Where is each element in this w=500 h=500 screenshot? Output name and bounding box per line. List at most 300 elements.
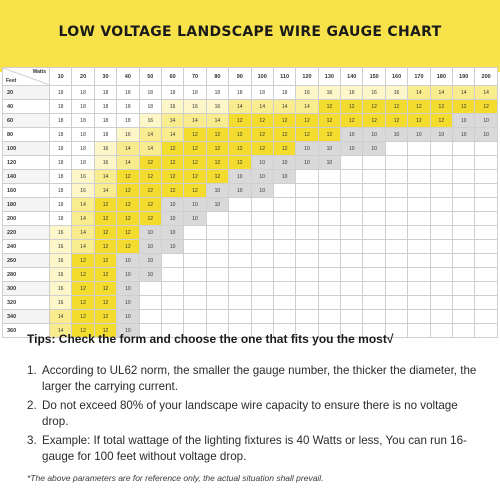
gauge-cell: 14 xyxy=(161,128,183,142)
gauge-cell: 12 xyxy=(475,100,497,114)
empty-cell xyxy=(408,156,430,170)
gauge-cell: 14 xyxy=(161,114,183,128)
empty-cell xyxy=(341,282,363,296)
empty-cell xyxy=(341,268,363,282)
empty-cell xyxy=(430,324,452,338)
gauge-cell: 16 xyxy=(94,156,116,170)
gauge-cell: 18 xyxy=(50,128,72,142)
gauge-cell: 12 xyxy=(229,156,251,170)
gauge-cell: 12 xyxy=(363,100,385,114)
empty-cell xyxy=(273,240,295,254)
gauge-cell: 16 xyxy=(50,282,72,296)
gauge-cell: 18 xyxy=(184,86,206,100)
empty-cell xyxy=(341,226,363,240)
empty-cell xyxy=(341,310,363,324)
empty-cell xyxy=(273,212,295,226)
empty-cell xyxy=(296,184,318,198)
empty-cell xyxy=(251,198,273,212)
gauge-cell: 14 xyxy=(139,128,161,142)
empty-cell xyxy=(408,254,430,268)
feet-axis-label: Feet xyxy=(6,78,17,84)
gauge-cell: 12 xyxy=(206,156,228,170)
empty-cell xyxy=(430,296,452,310)
gauge-table xyxy=(2,67,498,338)
empty-cell xyxy=(475,310,497,324)
gauge-cell: 12 xyxy=(161,156,183,170)
empty-cell xyxy=(184,268,206,282)
gauge-cell: 12 xyxy=(229,114,251,128)
gauge-cell: 12 xyxy=(206,170,228,184)
column-header-watts-140: 140 xyxy=(341,68,363,86)
gauge-cell: 12 xyxy=(72,268,94,282)
empty-cell xyxy=(430,282,452,296)
gauge-cell: 12 xyxy=(229,142,251,156)
empty-cell xyxy=(475,156,497,170)
gauge-cell: 18 xyxy=(94,100,116,114)
empty-cell xyxy=(475,268,497,282)
empty-cell xyxy=(341,212,363,226)
empty-cell xyxy=(273,268,295,282)
gauge-cell: 12 xyxy=(161,184,183,198)
empty-cell xyxy=(341,254,363,268)
empty-cell xyxy=(475,324,497,338)
column-header-watts-70: 70 xyxy=(184,68,206,86)
gauge-cell: 10 xyxy=(273,156,295,170)
gauge-cell: 10 xyxy=(453,114,475,128)
empty-cell xyxy=(408,142,430,156)
gauge-cell: 12 xyxy=(161,170,183,184)
empty-cell xyxy=(453,296,475,310)
empty-cell xyxy=(453,240,475,254)
gauge-cell: 10 xyxy=(117,296,139,310)
empty-cell xyxy=(296,198,318,212)
empty-cell xyxy=(408,240,430,254)
empty-cell xyxy=(273,226,295,240)
gauge-cell: 16 xyxy=(184,100,206,114)
gauge-cell: 12 xyxy=(94,324,116,338)
table-row xyxy=(3,268,498,282)
table-row xyxy=(3,282,498,296)
gauge-cell: 18 xyxy=(50,156,72,170)
empty-cell xyxy=(430,142,452,156)
empty-cell xyxy=(408,282,430,296)
gauge-cell: 16 xyxy=(318,86,340,100)
gauge-cell: 12 xyxy=(72,310,94,324)
table-row xyxy=(3,100,498,114)
column-header-watts-60: 60 xyxy=(161,68,183,86)
watts-axis-label: Watts xyxy=(32,69,46,75)
gauge-cell: 10 xyxy=(184,198,206,212)
gauge-cell: 12 xyxy=(318,128,340,142)
column-header-watts-100: 100 xyxy=(251,68,273,86)
empty-cell xyxy=(184,282,206,296)
gauge-cell: 12 xyxy=(139,198,161,212)
column-header-watts-160: 160 xyxy=(385,68,407,86)
gauge-cell: 18 xyxy=(94,114,116,128)
tip-text: Example: If total wattage of the lighting fixtures is 40 Watts or less, You can run 16-gauge for 100 feet without voltage drop. xyxy=(42,434,467,463)
gauge-cell: 12 xyxy=(206,128,228,142)
gauge-cell: 12 xyxy=(94,198,116,212)
gauge-cell: 16 xyxy=(341,86,363,100)
disclaimer-note: *The above parameters are for reference only, the actual situation shall prevail. xyxy=(27,473,324,483)
empty-cell xyxy=(453,226,475,240)
empty-cell xyxy=(430,156,452,170)
gauge-cell: 12 xyxy=(94,268,116,282)
empty-cell xyxy=(385,212,407,226)
empty-cell xyxy=(453,254,475,268)
gauge-cell: 10 xyxy=(318,156,340,170)
gauge-cell: 18 xyxy=(72,100,94,114)
gauge-cell: 12 xyxy=(251,128,273,142)
gauge-cell: 18 xyxy=(50,114,72,128)
empty-cell xyxy=(318,254,340,268)
gauge-cell: 16 xyxy=(50,296,72,310)
gauge-cell: 12 xyxy=(251,114,273,128)
empty-cell xyxy=(408,324,430,338)
empty-cell xyxy=(408,170,430,184)
empty-cell xyxy=(453,142,475,156)
gauge-cell: 10 xyxy=(117,324,139,338)
empty-cell xyxy=(475,254,497,268)
empty-cell xyxy=(408,310,430,324)
tip-number: 2. xyxy=(27,399,37,412)
row-header-feet: 260 xyxy=(3,254,50,268)
gauge-cell: 14 xyxy=(72,212,94,226)
empty-cell xyxy=(453,184,475,198)
gauge-cell: 12 xyxy=(229,128,251,142)
column-header-watts-170: 170 xyxy=(408,68,430,86)
empty-cell xyxy=(475,240,497,254)
gauge-cell: 10 xyxy=(453,128,475,142)
gauge-cell: 12 xyxy=(117,170,139,184)
empty-cell xyxy=(475,212,497,226)
row-header-feet: 40 xyxy=(3,100,50,114)
gauge-cell: 14 xyxy=(50,324,72,338)
empty-cell xyxy=(318,310,340,324)
empty-cell xyxy=(341,170,363,184)
gauge-cell: 16 xyxy=(161,100,183,114)
column-header-row xyxy=(3,68,498,86)
gauge-cell: 14 xyxy=(72,240,94,254)
gauge-cell: 14 xyxy=(184,114,206,128)
tip-item xyxy=(27,398,482,430)
empty-cell xyxy=(229,254,251,268)
table-row xyxy=(3,128,498,142)
row-header-feet: 340 xyxy=(3,310,50,324)
gauge-cell: 12 xyxy=(273,128,295,142)
gauge-cell: 12 xyxy=(117,212,139,226)
gauge-cell: 12 xyxy=(72,254,94,268)
empty-cell xyxy=(408,212,430,226)
gauge-cell: 14 xyxy=(430,86,452,100)
tip-item xyxy=(27,433,482,465)
row-header-feet: 240 xyxy=(3,240,50,254)
gauge-cell: 14 xyxy=(206,114,228,128)
table-row xyxy=(3,156,498,170)
column-header-watts-50: 50 xyxy=(139,68,161,86)
gauge-cell: 14 xyxy=(251,100,273,114)
empty-cell xyxy=(385,198,407,212)
empty-cell xyxy=(206,254,228,268)
empty-cell xyxy=(273,282,295,296)
empty-cell xyxy=(161,310,183,324)
gauge-cell: 12 xyxy=(430,114,452,128)
gauge-cell: 18 xyxy=(273,86,295,100)
gauge-cell: 18 xyxy=(117,86,139,100)
gauge-cell: 12 xyxy=(72,324,94,338)
empty-cell xyxy=(273,254,295,268)
empty-cell xyxy=(430,198,452,212)
empty-cell xyxy=(318,184,340,198)
empty-cell xyxy=(363,226,385,240)
gauge-cell: 12 xyxy=(94,310,116,324)
table-row xyxy=(3,184,498,198)
empty-cell xyxy=(341,296,363,310)
gauge-cell: 10 xyxy=(251,156,273,170)
empty-cell xyxy=(318,268,340,282)
gauge-cell: 10 xyxy=(206,184,228,198)
empty-cell xyxy=(453,310,475,324)
gauge-cell: 10 xyxy=(161,212,183,226)
gauge-cell: 12 xyxy=(94,212,116,226)
empty-cell xyxy=(184,240,206,254)
chart-title: LOW VOLTAGE LANDSCAPE WIRE GAUGE CHART xyxy=(58,24,442,40)
empty-cell xyxy=(251,254,273,268)
gauge-cell: 14 xyxy=(273,100,295,114)
empty-cell xyxy=(453,198,475,212)
gauge-cell: 12 xyxy=(453,100,475,114)
gauge-cell: 10 xyxy=(161,240,183,254)
empty-cell xyxy=(363,282,385,296)
row-header-feet: 20 xyxy=(3,86,50,100)
gauge-cell: 10 xyxy=(251,170,273,184)
tips-title: Tips: Check the form and choose the one that fits you the most√ xyxy=(27,332,394,346)
gauge-cell: 12 xyxy=(385,114,407,128)
gauge-cell: 10 xyxy=(139,240,161,254)
gauge-cell: 18 xyxy=(139,86,161,100)
gauge-cell: 14 xyxy=(139,142,161,156)
gauge-cell: 14 xyxy=(72,198,94,212)
gauge-cell: 10 xyxy=(206,198,228,212)
gauge-cell: 10 xyxy=(251,184,273,198)
empty-cell xyxy=(296,240,318,254)
empty-cell xyxy=(251,268,273,282)
table-row xyxy=(3,240,498,254)
column-header-watts-20: 20 xyxy=(72,68,94,86)
gauge-cell: 18 xyxy=(229,86,251,100)
empty-cell xyxy=(475,142,497,156)
empty-cell xyxy=(363,240,385,254)
empty-cell xyxy=(184,226,206,240)
empty-cell xyxy=(161,282,183,296)
gauge-cell: 12 xyxy=(184,142,206,156)
empty-cell xyxy=(318,212,340,226)
empty-cell xyxy=(363,254,385,268)
empty-cell xyxy=(385,254,407,268)
table-corner xyxy=(3,68,50,86)
empty-cell xyxy=(453,282,475,296)
column-header-watts-10: 10 xyxy=(50,68,72,86)
gauge-cell: 14 xyxy=(72,226,94,240)
gauge-cell: 16 xyxy=(50,240,72,254)
tip-text: According to UL62 norm, the smaller the gauge number, the thicker the diameter, the larger the carrying current. xyxy=(42,364,477,393)
empty-cell xyxy=(453,212,475,226)
empty-cell xyxy=(430,184,452,198)
empty-cell xyxy=(229,198,251,212)
row-header-feet: 180 xyxy=(3,198,50,212)
row-header-feet: 120 xyxy=(3,156,50,170)
table-row xyxy=(3,296,498,310)
gauge-cell: 12 xyxy=(72,282,94,296)
gauge-cell: 18 xyxy=(50,170,72,184)
empty-cell xyxy=(408,296,430,310)
gauge-cell: 12 xyxy=(184,156,206,170)
empty-cell xyxy=(408,268,430,282)
empty-cell xyxy=(385,170,407,184)
gauge-cell: 10 xyxy=(229,184,251,198)
empty-cell xyxy=(273,198,295,212)
empty-cell xyxy=(206,226,228,240)
gauge-cell: 12 xyxy=(139,156,161,170)
gauge-cell: 12 xyxy=(206,142,228,156)
gauge-cell: 12 xyxy=(296,114,318,128)
empty-cell xyxy=(318,282,340,296)
gauge-cell: 12 xyxy=(318,100,340,114)
column-header-watts-90: 90 xyxy=(229,68,251,86)
gauge-cell: 12 xyxy=(117,184,139,198)
empty-cell xyxy=(318,170,340,184)
gauge-cell: 12 xyxy=(117,198,139,212)
gauge-cell: 16 xyxy=(139,114,161,128)
empty-cell xyxy=(161,254,183,268)
empty-cell xyxy=(475,198,497,212)
empty-cell xyxy=(363,310,385,324)
gauge-cell: 18 xyxy=(94,128,116,142)
empty-cell xyxy=(184,254,206,268)
empty-cell xyxy=(206,268,228,282)
tip-number: 3. xyxy=(27,434,37,447)
gauge-cell: 12 xyxy=(251,142,273,156)
gauge-cell: 10 xyxy=(341,142,363,156)
table-row xyxy=(3,86,498,100)
tip-text: Do not exceed 80% of your landscape wire capacity to ensure there is no voltage drop. xyxy=(42,399,458,428)
empty-cell xyxy=(296,296,318,310)
empty-cell xyxy=(296,212,318,226)
empty-cell xyxy=(363,198,385,212)
empty-cell xyxy=(385,310,407,324)
gauge-cell: 12 xyxy=(139,184,161,198)
empty-cell xyxy=(341,240,363,254)
gauge-cell: 10 xyxy=(117,282,139,296)
column-header-watts-110: 110 xyxy=(273,68,295,86)
row-header-feet: 320 xyxy=(3,296,50,310)
gauge-cell: 12 xyxy=(318,114,340,128)
empty-cell xyxy=(296,170,318,184)
gauge-cell: 18 xyxy=(94,86,116,100)
gauge-cell: 10 xyxy=(385,128,407,142)
table-row xyxy=(3,212,498,226)
empty-cell xyxy=(363,268,385,282)
empty-cell xyxy=(385,156,407,170)
column-header-watts-200: 200 xyxy=(475,68,497,86)
empty-cell xyxy=(139,282,161,296)
empty-cell xyxy=(318,198,340,212)
gauge-cell: 16 xyxy=(72,170,94,184)
gauge-cell: 18 xyxy=(50,184,72,198)
empty-cell xyxy=(229,296,251,310)
empty-cell xyxy=(296,268,318,282)
empty-cell xyxy=(206,310,228,324)
empty-cell xyxy=(453,268,475,282)
empty-cell xyxy=(341,156,363,170)
empty-cell xyxy=(385,142,407,156)
gauge-cell: 12 xyxy=(161,142,183,156)
table-row xyxy=(3,226,498,240)
header-banner xyxy=(0,0,500,72)
gauge-cell: 18 xyxy=(72,128,94,142)
row-header-feet: 200 xyxy=(3,212,50,226)
empty-cell xyxy=(385,296,407,310)
gauge-cell: 14 xyxy=(296,100,318,114)
gauge-cell: 18 xyxy=(117,100,139,114)
empty-cell xyxy=(363,170,385,184)
empty-cell xyxy=(430,310,452,324)
column-header-watts-120: 120 xyxy=(296,68,318,86)
gauge-cell: 18 xyxy=(72,114,94,128)
gauge-cell: 10 xyxy=(117,310,139,324)
empty-cell xyxy=(408,226,430,240)
row-header-feet: 220 xyxy=(3,226,50,240)
gauge-cell: 16 xyxy=(72,184,94,198)
empty-cell xyxy=(251,226,273,240)
empty-cell xyxy=(475,170,497,184)
empty-cell xyxy=(229,282,251,296)
empty-cell xyxy=(341,184,363,198)
gauge-cell: 18 xyxy=(251,86,273,100)
gauge-cell: 14 xyxy=(94,184,116,198)
empty-cell xyxy=(251,282,273,296)
row-header-feet: 100 xyxy=(3,142,50,156)
empty-cell xyxy=(453,324,475,338)
gauge-cell: 12 xyxy=(385,100,407,114)
gauge-cell: 16 xyxy=(50,226,72,240)
empty-cell xyxy=(363,184,385,198)
empty-cell xyxy=(184,310,206,324)
gauge-cell: 18 xyxy=(206,86,228,100)
empty-cell xyxy=(251,212,273,226)
empty-cell xyxy=(206,282,228,296)
gauge-cell: 10 xyxy=(161,226,183,240)
column-header-watts-30: 30 xyxy=(94,68,116,86)
tip-item xyxy=(27,363,482,395)
gauge-cell: 12 xyxy=(72,296,94,310)
empty-cell xyxy=(251,310,273,324)
empty-cell xyxy=(363,212,385,226)
column-header-watts-80: 80 xyxy=(206,68,228,86)
empty-cell xyxy=(184,296,206,310)
table-row xyxy=(3,170,498,184)
gauge-cell: 18 xyxy=(139,100,161,114)
gauge-cell: 18 xyxy=(161,86,183,100)
gauge-cell: 12 xyxy=(184,128,206,142)
empty-cell xyxy=(430,268,452,282)
empty-cell xyxy=(161,296,183,310)
gauge-cell: 16 xyxy=(117,128,139,142)
empty-cell xyxy=(251,296,273,310)
gauge-cell: 12 xyxy=(94,240,116,254)
gauge-cell: 16 xyxy=(296,86,318,100)
gauge-cell: 12 xyxy=(341,100,363,114)
